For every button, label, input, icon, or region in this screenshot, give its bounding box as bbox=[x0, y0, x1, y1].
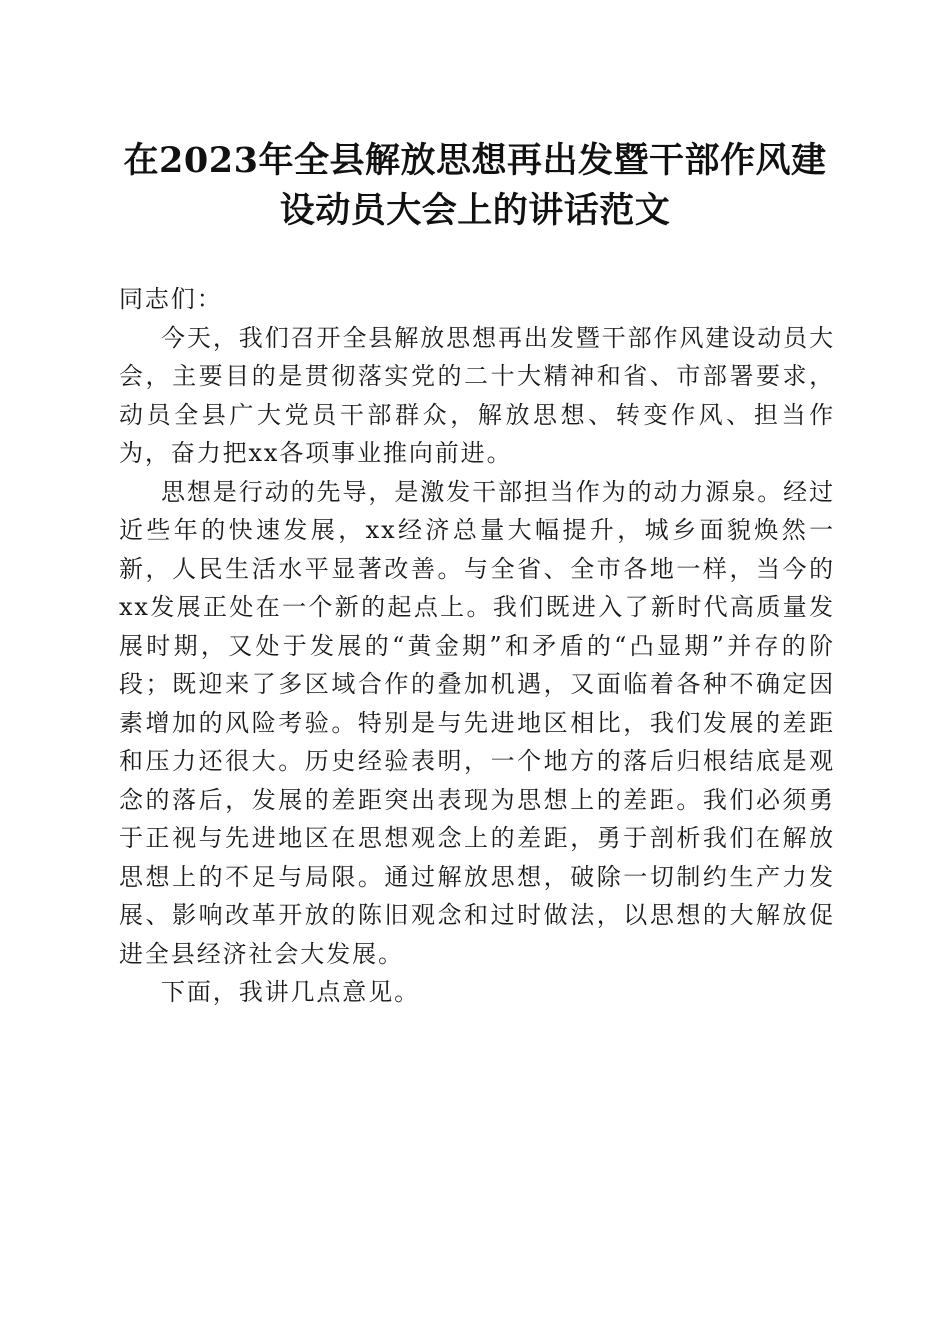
document-title bbox=[100, 136, 850, 236]
salutation: 同志们： bbox=[119, 285, 223, 313]
document-body bbox=[119, 280, 835, 1012]
paragraph-3: 下面，我讲几点意见。 bbox=[161, 978, 420, 1006]
title-line-2: 设动员大会上的讲话范文 bbox=[279, 190, 671, 231]
title-line-1: 在2023年全县解放思想再出发暨干部作风建 bbox=[123, 140, 827, 181]
paragraph-1: 今天，我们召开全县解放思想再出发暨干部作风建设动员大会，主要目的是贯彻落实党的二十大精神和省、市部署要求，动员全县广大党员干部群众，解放思想、转变作风、担当作为，奋力把xx各项事业推向前进。 bbox=[119, 323, 835, 467]
paragraph-2: 思想是行动的先导，是激发干部担当作为的动力源泉。经过近些年的快速发展，xx经济总量大幅提升，城乡面貌焕然一新，人民生活水平显著改善。与全省、全市各地一样，当今的xx发展正处在一个新的起点上。我们既进入了新时代高质量发展时期，又处于发展的“黄金期”和矛盾的“凸显期”并存的阶段；既迎来了多区域合作的叠加机遇，又面临着各种不确定因素增加的风险考验。特别是与先进地区相比，我们发展的差距和压力还很大。历史经验表明，一个地方的落后归根结底是观念的落后，发展的差距突出表现为思想上的差距。我们必须勇于正视与先进地区在思想观念上的差距，勇于剖析我们在解放思想上的不足与局限。通过解放思想，破除一切制约生产力发展、影响改革开放的陈旧观念和过时做法，以思想的大解放促进全县经济社会大发展。 bbox=[119, 477, 835, 968]
